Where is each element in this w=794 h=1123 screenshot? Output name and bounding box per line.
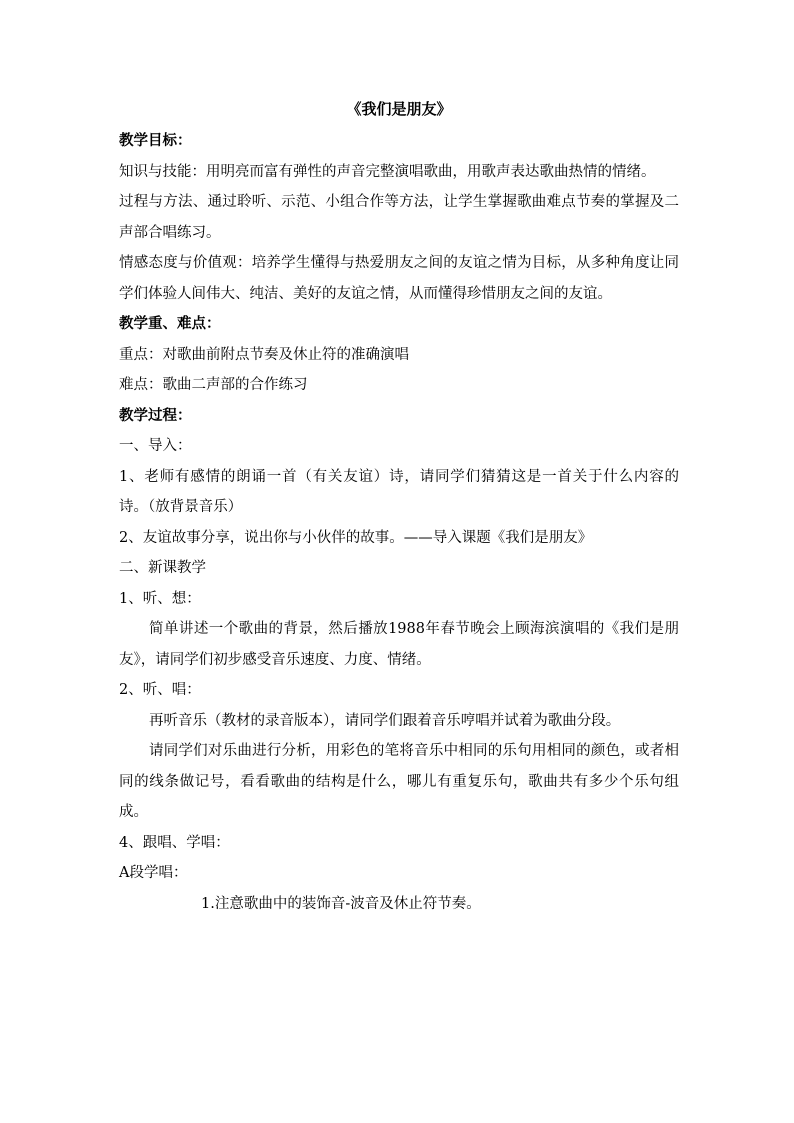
process-heading: 教学过程： [119,406,192,424]
difficult-point-text: 难点：歌曲二声部的合作练习 [119,377,308,393]
keypoints-heading: 教学重、难点： [119,315,221,332]
key-point-text: 重点：对歌曲前附点节奏及休止符的准确演唱 [119,346,409,363]
follow-sing-heading: 4、跟唱、学唱： [119,834,230,851]
listen-think-heading: 1、听、想： [119,590,201,607]
listen-think-paragraph: 简单讲述一个歌曲的背景，然后播放1988年春节晚会上顾海滨演唱的《我们是朋友》，请同学们初步感受音乐速度、力度、情绪。 [119,621,679,668]
analysis-paragraph: 请同学们对乐曲进行分析，用彩色的笔将音乐中相同的乐句用相同的颜色，或者相同的线条做记号，看看歌曲的结构是什么，哪儿有重复乐句，歌曲共有多少个乐句组成。 [119,743,679,820]
intro-step-1: 1、老师有感情的朗诵一首（有关友谊）诗，请同学们猜猜这是一首关于什么内容的诗。（放背景音乐） [119,468,679,515]
section-new-heading: 二、新课教学 [119,560,206,576]
listen-sing-heading: 2、听、唱： [119,682,201,698]
goal-knowledge-paragraph: 知识与技能：用明亮而富有弹性的声音完整演唱歌曲，用歌声表达歌曲热情的情绪。 [119,163,656,180]
section-a-item-1: 1.注意歌曲中的装饰音-波音及休止符节奏。 [201,895,481,912]
goals-heading: 教学目标： [119,132,192,149]
listen-sing-paragraph: 再听音乐（教材的录音版本），请同学们跟着音乐哼唱并试着为歌曲分段。 [149,712,621,729]
section-a-heading: A段学唱： [119,865,188,881]
section-intro-heading: 一、导入： [119,438,192,454]
goal-emotion-paragraph: 情感态度与价值观：培养学生懂得与热爱朋友之间的友谊之情为目标，从多种角度让同学们体验人间伟大、纯洁、美好的友谊之情，从而懂得珍惜朋友之间的友谊。 [119,255,679,302]
document-title: 《我们是朋友》 [346,100,452,118]
goal-process-paragraph: 过程与方法、通过聆听、示范、小组合作等方法，让学生掌握歌曲难点节奏的掌握及二声部合唱练习。 [119,194,679,241]
document-body [119,94,679,919]
intro-step-2: 2、友谊故事分享，说出你与小伙伴的故事。——导入课题《我们是朋友》 [119,529,593,546]
